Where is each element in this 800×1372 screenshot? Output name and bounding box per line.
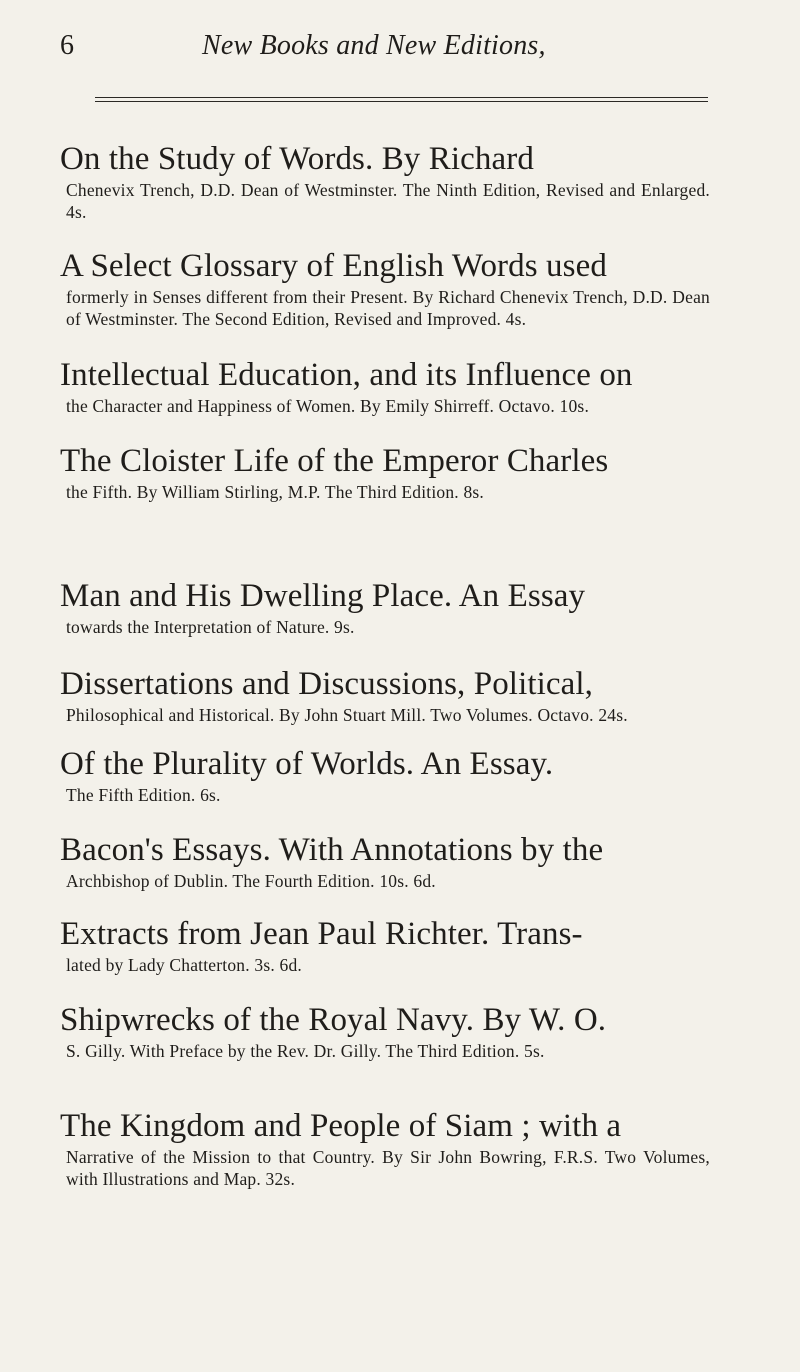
book-description: Chenevix Trench, D.D. Dean of Westminster. The Ninth Edition, Revised and Enlarged. 4s. — [66, 180, 710, 222]
book-title: Bacon's Essays. With Annotations by the — [60, 832, 604, 868]
book-title: The Cloister Life of the Emperor Charles — [60, 443, 609, 479]
book-title: On the Study of Words. By Richard — [60, 141, 534, 177]
running-title: New Books and New Editions, — [202, 30, 546, 61]
book-title: Of the Plurality of Worlds. An Essay. — [60, 746, 554, 782]
page-number: 6 — [60, 30, 74, 61]
book-title: Dissertations and Discussions, Political, — [60, 666, 593, 702]
book-entry — [60, 139, 710, 223]
book-entry — [60, 246, 710, 330]
book-entry — [60, 1106, 710, 1190]
book-description: towards the Interpretation of Nature. 9s. — [66, 617, 355, 637]
book-title: A Select Glossary of English Words used — [60, 248, 607, 284]
book-entry — [60, 744, 710, 806]
book-description: Narrative of the Mission to that Country. By Sir John Bowring, F.R.S. Two Volumes, with Illustrations and Map. 32s. — [66, 1147, 710, 1189]
book-description: the Fifth. By William Stirling, M.P. The Third Edition. 8s. — [66, 482, 484, 502]
book-entry — [60, 355, 710, 417]
book-entry — [60, 914, 710, 976]
book-title: The Kingdom and People of Siam ; with a — [60, 1108, 622, 1144]
book-description: S. Gilly. With Preface by the Rev. Dr. Gilly. The Third Edition. 5s. — [66, 1041, 545, 1061]
book-description: the Character and Happiness of Women. By Emily Shirreff. Octavo. 10s. — [66, 396, 590, 416]
header-rule — [95, 97, 708, 98]
book-title: Man and His Dwelling Place. An Essay — [60, 578, 586, 614]
book-entry — [60, 1000, 710, 1062]
book-description: Archbishop of Dublin. The Fourth Edition. 10s. 6d. — [66, 871, 436, 891]
book-description: Philosophical and Historical. By John Stuart Mill. Two Volumes. Octavo. 24s. — [66, 705, 628, 725]
book-description: formerly in Senses different from their Present. By Richard Chenevix Trench, D.D. Dean of Westminster. The Second Edition, Revised and Improved. 4s. — [66, 287, 710, 329]
book-title: Shipwrecks of the Royal Navy. By W. O. — [60, 1002, 607, 1038]
book-description: lated by Lady Chatterton. 3s. 6d. — [66, 955, 302, 975]
running-head — [60, 26, 710, 66]
book-entry — [60, 441, 710, 503]
book-entry — [60, 664, 710, 726]
book-description: The Fifth Edition. 6s. — [66, 785, 221, 805]
book-entry — [60, 576, 710, 638]
book-title: Extracts from Jean Paul Richter. Trans- — [60, 916, 583, 952]
book-entry — [60, 830, 710, 892]
book-title: Intellectual Education, and its Influence on — [60, 357, 633, 393]
header-rule-thin — [95, 101, 708, 102]
